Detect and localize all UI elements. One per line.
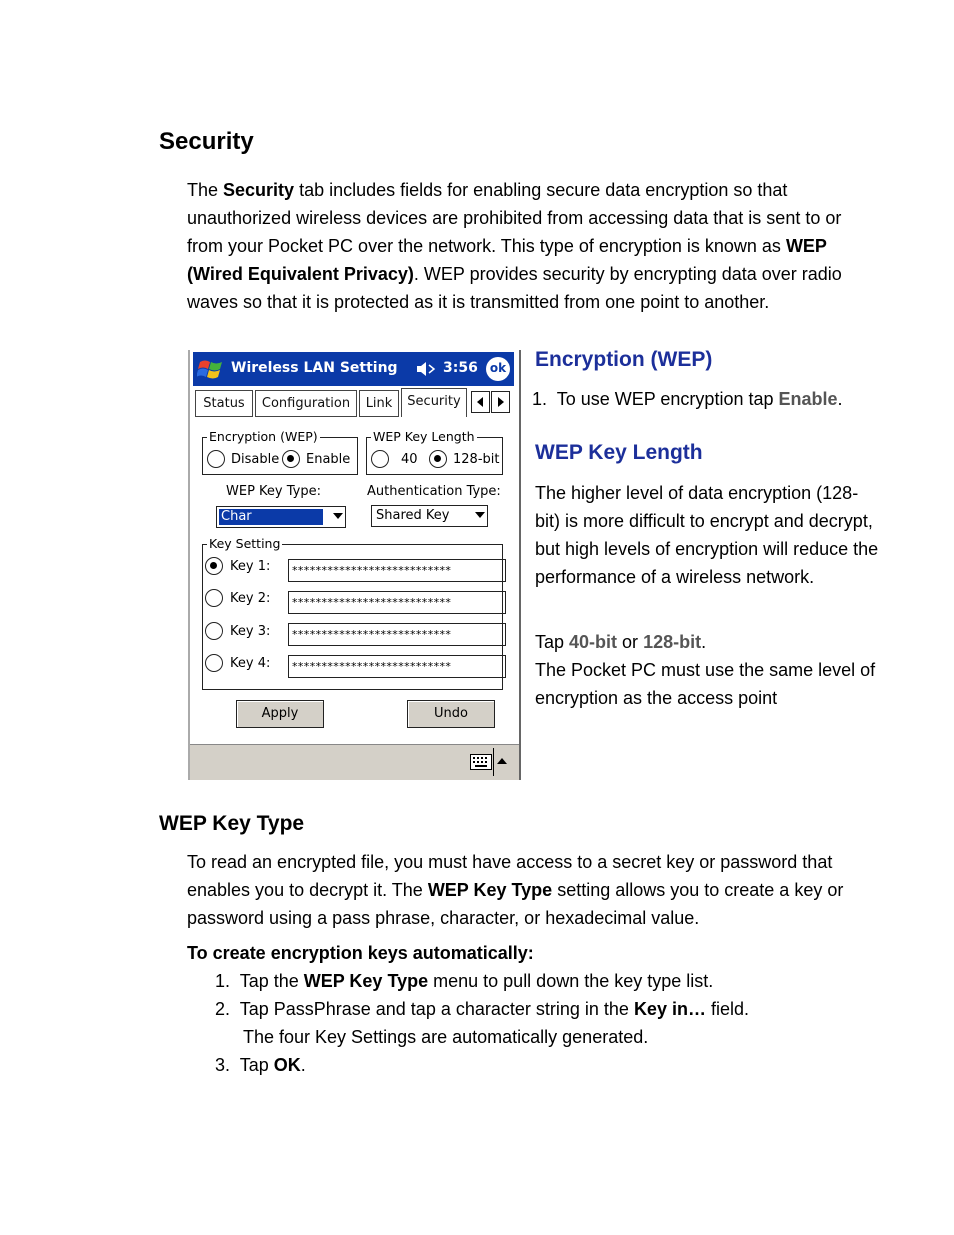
title-bar xyxy=(193,352,514,386)
key-1-label: Key 1: xyxy=(230,559,271,574)
key-type-subheading: To create encryption keys automatically: xyxy=(187,943,534,963)
tab-status[interactable]: Status xyxy=(195,390,253,417)
ok-button[interactable]: ok xyxy=(486,357,510,381)
list-item: 3. Tap OK. xyxy=(215,1055,306,1075)
key-setting-group: Key Setting Key 1: *************************** Key 2: *************************** Key 3: *************************** Key 4: *************************** xyxy=(202,544,503,690)
key-3-input[interactable]: *************************** xyxy=(288,623,506,646)
wep-key-type-label: WEP Key Type: xyxy=(226,484,321,499)
chevron-down-icon xyxy=(333,513,343,519)
tab-scroll-left-button[interactable] xyxy=(471,391,490,413)
key-1-input[interactable]: *************************** xyxy=(288,559,506,582)
wep-key-type-dropdown[interactable]: Char xyxy=(216,506,346,528)
speaker-icon[interactable] xyxy=(415,360,437,378)
key-4-radio[interactable] xyxy=(205,654,223,672)
windows-start-icon[interactable] xyxy=(197,356,225,382)
bottom-menu-bar xyxy=(190,744,519,780)
page-title: Security xyxy=(159,128,254,155)
list-item: 2. Tap PassPhrase and tap a character string in the Key in… field. xyxy=(215,999,749,1019)
wireless-lan-screenshot xyxy=(188,350,521,780)
tab-security[interactable]: Security xyxy=(401,388,467,417)
key-1-radio[interactable] xyxy=(205,557,223,575)
chevron-down-icon xyxy=(475,512,485,518)
tab-scroll-right-button[interactable] xyxy=(491,391,510,413)
key-length-body: The higher level of data encryption (128-bit) is more difficult to encrypt and decrypt, but high levels of encryption will reduce the performance of a wireless network. xyxy=(535,483,879,587)
divider xyxy=(493,748,494,776)
key-4-input[interactable]: *************************** xyxy=(288,655,506,678)
key-2-input[interactable]: *************************** xyxy=(288,591,506,614)
encryption-group: Encryption (WEP) Disable Enable xyxy=(202,437,358,475)
list-item: The four Key Settings are automatically generated. xyxy=(243,1027,649,1047)
key-3-label: Key 3: xyxy=(230,624,271,639)
arrow-right-icon xyxy=(492,392,509,412)
undo-button[interactable]: Undo xyxy=(407,700,495,728)
key-length-40-radio[interactable] xyxy=(371,450,389,468)
tab-link[interactable]: Link xyxy=(359,390,399,417)
list-item: 1. Tap the WEP Key Type menu to pull down the key type list. xyxy=(215,971,714,991)
encryption-heading: Encryption (WEP) xyxy=(535,348,713,371)
encryption-step: 1. To use WEP encryption tap Enable. xyxy=(532,389,843,409)
key-length-tap: Tap 40-bit or 128-bit. xyxy=(535,632,707,652)
enable-label: Enable xyxy=(306,452,351,467)
key-length-note: The Pocket PC must use the same level of encryption as the access point xyxy=(535,660,876,708)
key-3-radio[interactable] xyxy=(205,622,223,640)
key-length-128-label: 128-bit xyxy=(453,452,500,467)
key-type-heading: WEP Key Type xyxy=(159,812,305,835)
disable-label: Disable xyxy=(231,452,280,467)
arrow-left-icon xyxy=(472,392,489,412)
key-2-radio[interactable] xyxy=(205,589,223,607)
security-intro: The Security tab includes fields for enabling secure data encryption so that unauthorized wireless devices are prohibited from accessing data that is sent to or from your Pocket PC over the network. This type of encryption is known as WEP (Wired Equivalent Privacy). WEP provides security by encrypting data over radio waves so that it is protected as it is transmitted from one point to another. xyxy=(187,180,842,312)
keyboard-icon[interactable] xyxy=(470,754,492,770)
window-title: Wireless LAN Setting xyxy=(231,360,398,376)
key-length-heading: WEP Key Length xyxy=(535,441,703,464)
key-length-128-radio[interactable] xyxy=(429,450,447,468)
disable-radio[interactable] xyxy=(207,450,225,468)
key-length-40-label: 40 xyxy=(401,452,418,467)
tab-row xyxy=(193,388,514,418)
input-selector-arrow-icon[interactable] xyxy=(496,756,508,766)
key-2-label: Key 2: xyxy=(230,591,271,606)
tab-configuration[interactable]: Configuration xyxy=(255,390,357,417)
apply-button[interactable]: Apply xyxy=(236,700,324,728)
enable-radio[interactable] xyxy=(282,450,300,468)
authentication-type-dropdown[interactable]: Shared Key xyxy=(371,505,488,527)
key-length-group: WEP Key Length 40 128-bit xyxy=(366,437,503,475)
key-type-body: To read an encrypted file, you must have access to a secret key or password that enables you to decrypt it. The WEP Key Type setting allows you to create a key or password using a pass phrase, character, or hexadecimal value. xyxy=(187,852,844,928)
key-4-label: Key 4: xyxy=(230,656,271,671)
authentication-type-label: Authentication Type: xyxy=(367,484,501,499)
clock-time[interactable]: 3:56 xyxy=(443,360,478,376)
